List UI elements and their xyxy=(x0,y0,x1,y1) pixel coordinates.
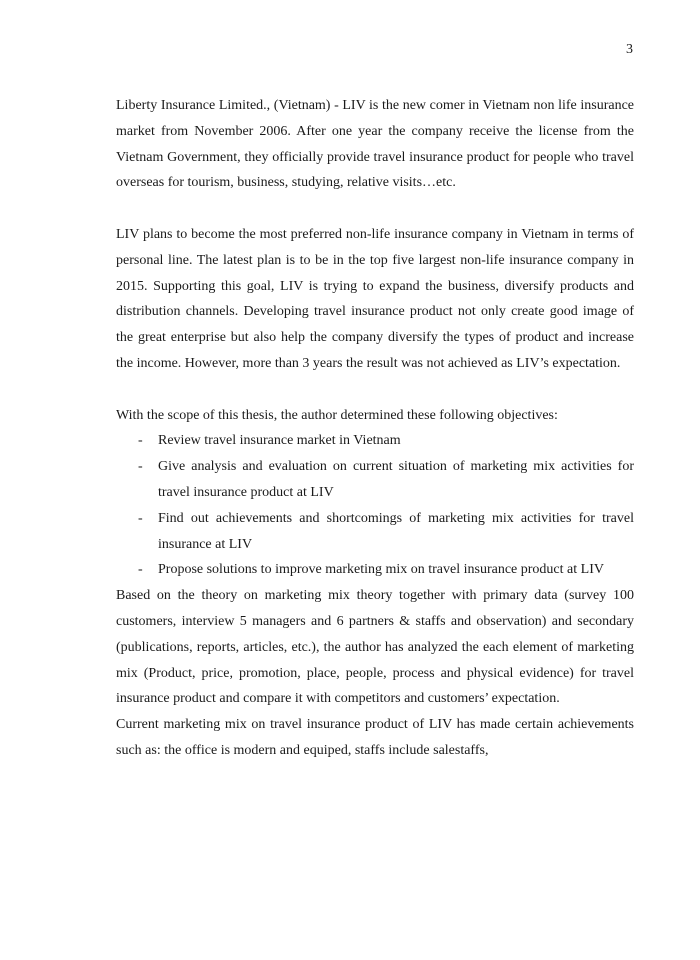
list-item: - Review travel insurance market in Vietnam xyxy=(158,428,634,454)
objectives-list xyxy=(116,428,634,583)
paragraph-theory: Based on the theory on marketing mix theory together with primary data (survey 100 customers, interview 5 managers and 6 partners & staffs and observation) and secondary (publications, reports, articles, etc.), the author has analyzed the each element of marketing mix (Product, price, promotion, place, people, process and physical evidence) for travel insurance product and compare it with competitors and customers’ expectation. xyxy=(116,588,634,707)
paragraph-current: Current marketing mix on travel insurance product of LIV has made certain achievements such as: the office is modern and equiped, staffs include salestaffs, xyxy=(116,717,634,758)
paragraph-intro: Liberty Insurance Limited., (Vietnam) - LIV is the new comer in Vietnam non life insurance market from November 2006. After one year the company receive the license from the Vietnam Government, they officially provide travel insurance product for people who travel overseas for tourism, business, studying, relative visits…etc. xyxy=(116,98,634,191)
list-item: - Find out achievements and shortcomings of marketing mix activities for travel insurance at LIV xyxy=(158,506,634,558)
paragraph-plans: LIV plans to become the most preferred non-life insurance company in Vietnam in terms of personal line. The latest plan is to be in the top five largest non-life insurance company in 2015. Supporting this goal, LIV is trying to expand the business, diversify products and distribution channels. Developing travel insurance product not only create good image of the great enterprise but also help the company diversify the types of product and increase the income. However, more than 3 years the result was not achieved as LIV’s expectation. xyxy=(116,226,634,371)
page-body xyxy=(116,93,634,764)
list-item: - Give analysis and evaluation on current situation of marketing mix activities for travel insurance product at LIV xyxy=(158,454,634,506)
paragraph-scope: With the scope of this thesis, the author determined these following objectives: xyxy=(116,407,558,423)
list-item: - Propose solutions to improve marketing mix on travel insurance product at LIV xyxy=(158,557,634,583)
page-number: 3 xyxy=(626,42,633,57)
